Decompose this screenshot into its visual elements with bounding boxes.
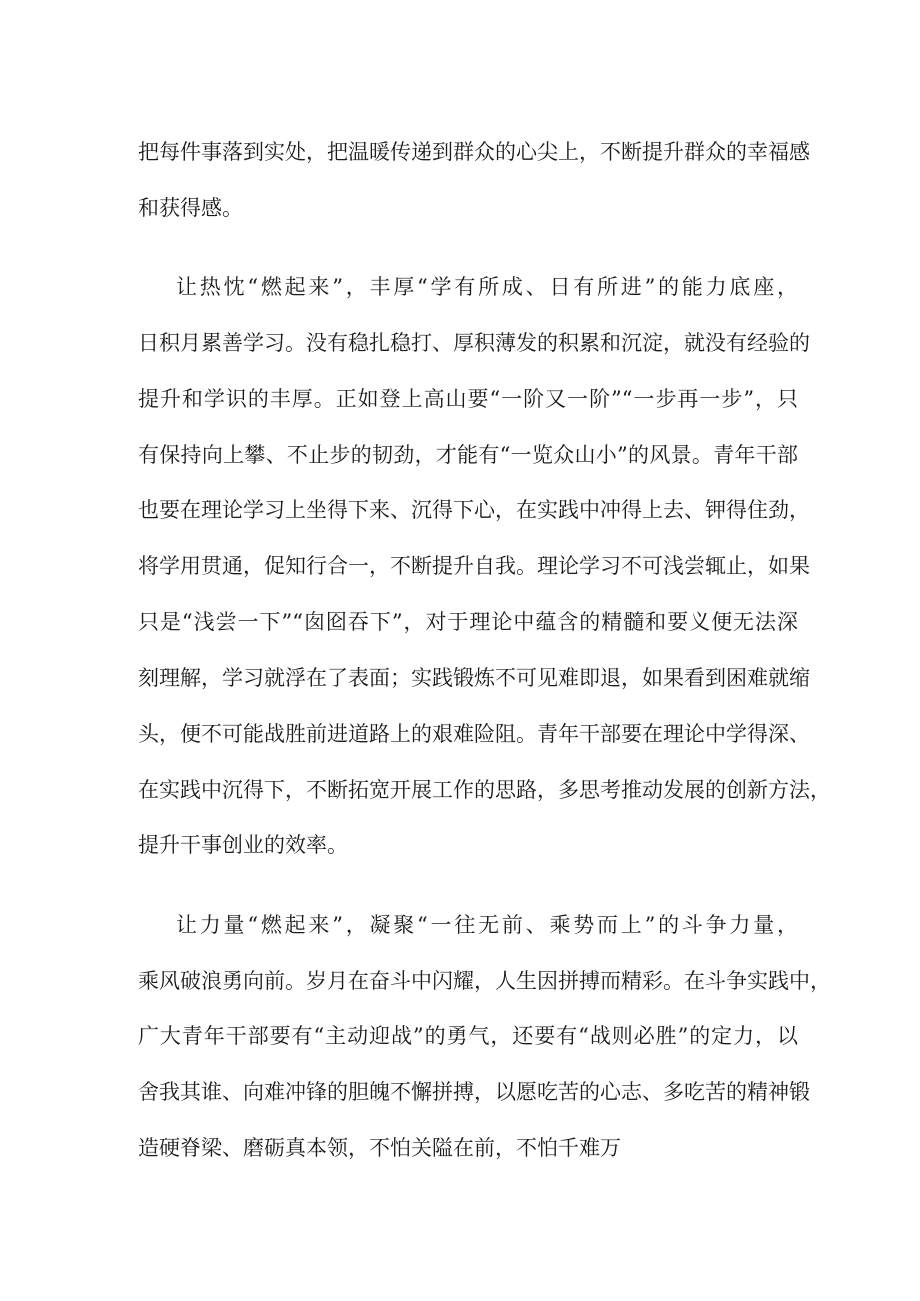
paragraph-1-line-1: 把每件事落到实处，把温暖传递到群众的心尖上，不断提升群众的幸福感 [138, 140, 810, 164]
paragraph-3-line-4: 舍我其谁、向难冲锋的胆魄不懈拼搏，以愿吃苦的心志、多吃苦的精神锻 [138, 1080, 810, 1104]
paragraph-3-line-5: 造硬脊梁、磨砺真本领，不怕关隘在前，不怕千难万 [138, 1136, 621, 1160]
paragraph-2-line-1: 让热忱“燃起来”，丰厚“学有所成、日有所进”的能力底座， [176, 275, 798, 299]
paragraph-2-line-5: 也要在理论学习上坐得下来、沉得下心，在实践中冲得上去、钾得住劲， [138, 498, 810, 522]
paragraph-2-line-11: 提升干事创业的效率。 [138, 833, 348, 857]
paragraph-2-line-7: 只是“浅尝一下”“囱囵吞下”，对于理论中蕴含的精髓和要义便无法深 [138, 610, 798, 634]
paragraph-2-line-3: 提升和学识的丰厚。正如登上高山要“一阶又一阶”“一步再一步”，只 [138, 387, 798, 411]
paragraph-2-line-10: 在实践中沉得下，不断拓宽开展工作的思路，多思考推动发展的创新方法， [138, 778, 831, 802]
paragraph-1-line-2: 和获得感。 [138, 196, 243, 220]
paragraph-2-line-4: 有保持向上攀、不止步的韧劲，才能有“一览众山小”的风景。青年干部 [138, 443, 798, 467]
paragraph-3-line-1: 让力量“燃起来”，凝聚“一往无前、乘势而上”的斗争力量， [176, 913, 798, 937]
paragraph-3-line-2: 乘风破浪勇向前。岁月在奋斗中闪耀，人生因拼搏而精彩。在斗争实践中， [138, 969, 831, 993]
paragraph-3-line-3: 广大青年干部要有“主动迎战”的勇气，还要有“战则必胜”的定力，以 [138, 1024, 798, 1048]
paragraph-2-line-8: 刻理解，学习就浮在了表面；实践锻炼不可见难即退，如果看到困难就缩 [138, 666, 810, 690]
paragraph-2-line-9: 头，便不可能战胜前进道路上的艰难险阻。青年干部要在理论中学得深、 [138, 722, 810, 746]
paragraph-2-line-6: 将学用贯通，促知行合一，不断提升自我。理论学习不可浅尝辄止，如果 [138, 554, 810, 578]
paragraph-2-line-2: 日积月累善学习。没有稳扎稳打、厚积薄发的积累和沉淀，就没有经验的 [138, 331, 810, 355]
